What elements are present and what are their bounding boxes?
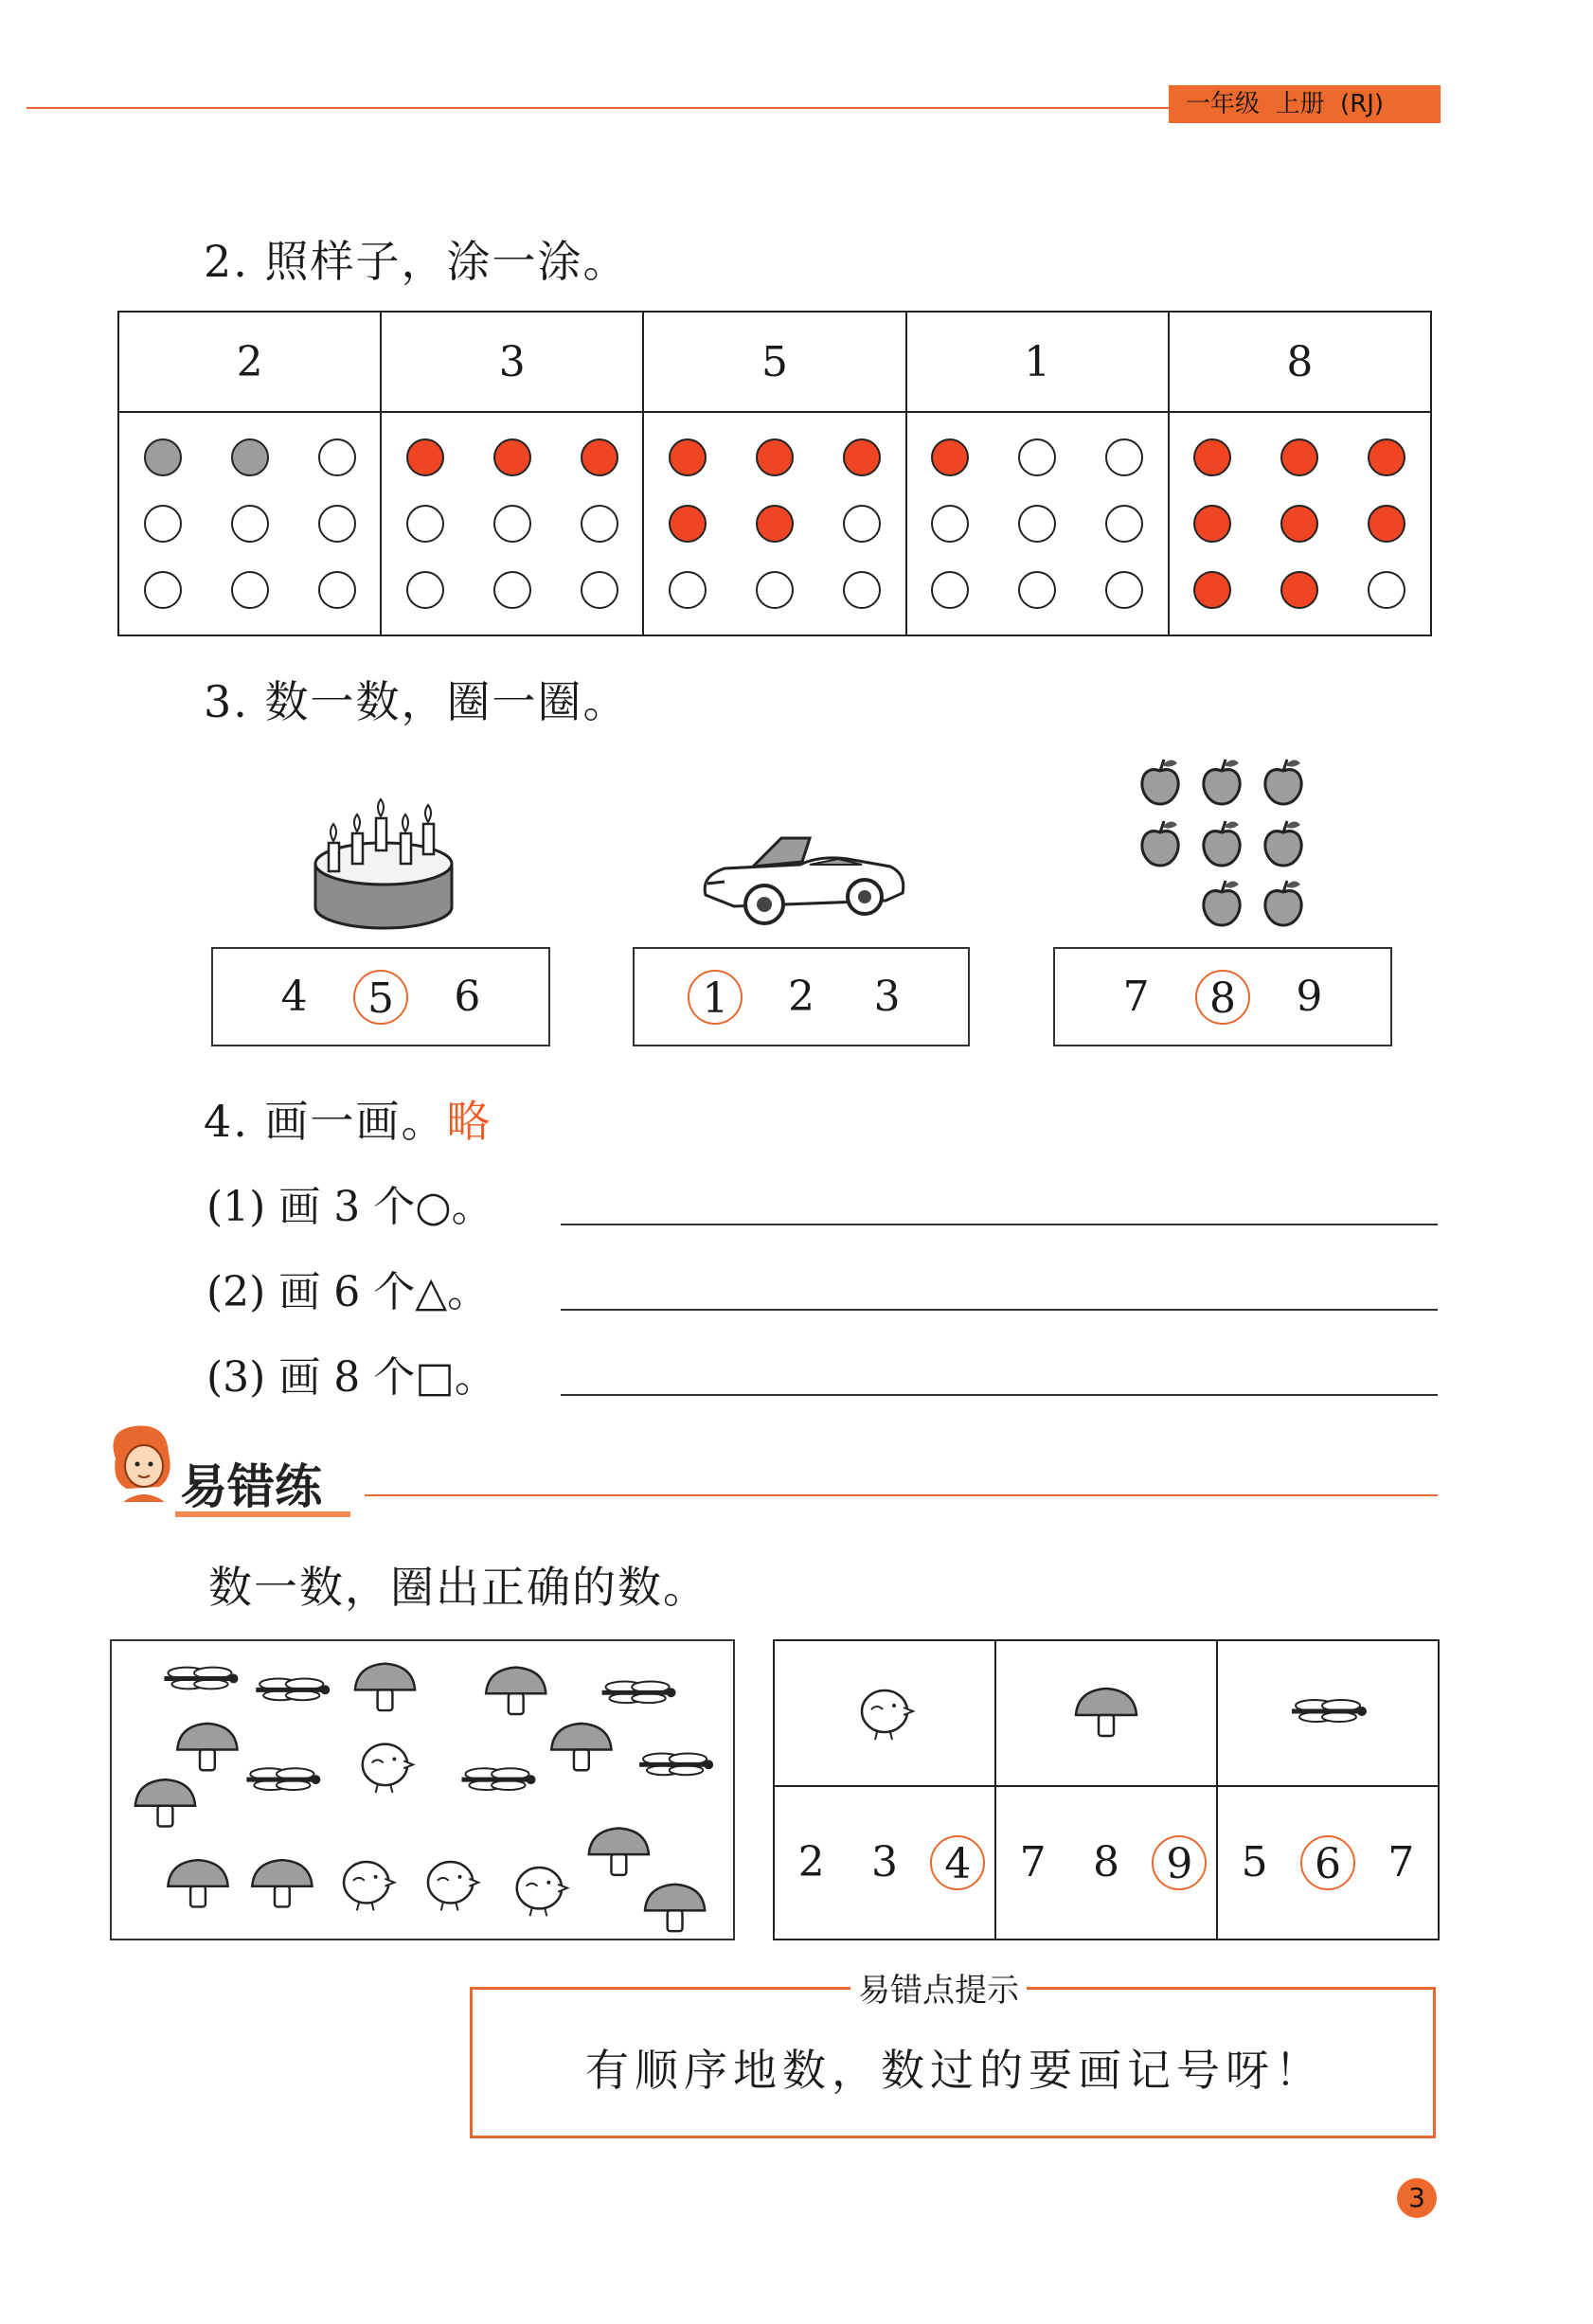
empty-circle[interactable] — [1105, 571, 1143, 609]
answer-line[interactable] — [561, 1394, 1438, 1396]
dot-grid — [382, 413, 642, 635]
option-number[interactable]: 7 — [1019, 1838, 1047, 1886]
empty-circle[interactable] — [406, 571, 444, 609]
option-number-circled[interactable]: 5 — [353, 970, 408, 1025]
q2-number: 2 — [236, 337, 263, 386]
empty-circle[interactable] — [231, 571, 269, 609]
empty-circle[interactable] — [581, 505, 618, 543]
dot-grid — [644, 413, 904, 635]
empty-circle[interactable] — [931, 571, 969, 609]
option-number[interactable]: 5 — [1241, 1838, 1268, 1886]
empty-circle[interactable] — [843, 505, 881, 543]
empty-circle[interactable] — [1105, 438, 1143, 476]
filled-circle[interactable] — [581, 438, 618, 476]
empty-circle[interactable] — [1018, 571, 1056, 609]
filled-circle[interactable] — [1193, 571, 1231, 609]
filled-circle[interactable] — [493, 438, 531, 476]
empty-circle[interactable] — [318, 438, 356, 476]
empty-circle[interactable] — [669, 571, 707, 609]
empty-circle[interactable] — [1018, 438, 1056, 476]
answer-box-apples — [1053, 947, 1392, 1046]
empty-circle[interactable] — [581, 571, 618, 609]
q2-number: 3 — [498, 337, 526, 386]
filled-circle[interactable] — [1193, 438, 1231, 476]
header-rule — [27, 107, 1172, 109]
tip-label: 易错点提示 — [850, 1964, 1027, 2011]
answer-box-car — [633, 947, 970, 1046]
q2-number: 5 — [761, 337, 788, 386]
tip-text: 有顺序地数，数过的要画记号呀！ — [585, 2045, 1324, 2096]
q2-number: 8 — [1286, 337, 1314, 386]
empty-circle[interactable] — [1105, 505, 1143, 543]
empty-circle[interactable] — [756, 571, 794, 609]
filled-circle[interactable] — [1280, 571, 1318, 609]
cake-picture — [308, 796, 459, 933]
filled-circle[interactable] — [931, 438, 969, 476]
filled-circle[interactable] — [843, 438, 881, 476]
empty-circle[interactable] — [1368, 571, 1405, 609]
apples-picture — [1132, 756, 1321, 936]
empty-circle[interactable] — [318, 505, 356, 543]
q4-item-1: (1) 画 3 个○。 — [206, 1183, 493, 1231]
empty-circle[interactable] — [318, 571, 356, 609]
q4-item-2: (2) 画 6 个△。 — [206, 1268, 490, 1316]
answer-line[interactable] — [561, 1309, 1438, 1311]
q4-answer: 略 — [446, 1096, 492, 1147]
counting-picture — [110, 1639, 735, 1940]
q2-title: 2. 照样子，涂一涂。 — [204, 236, 629, 287]
filled-circle[interactable] — [756, 505, 794, 543]
option-number-circled[interactable]: 8 — [1195, 970, 1250, 1025]
chick-icon — [847, 1678, 922, 1744]
dragonfly-icon — [1280, 1683, 1375, 1740]
filled-circle[interactable] — [669, 438, 707, 476]
section-rule — [365, 1494, 1438, 1496]
q2-number: 1 — [1024, 337, 1051, 386]
empty-circle[interactable] — [1018, 505, 1056, 543]
page-number: 3 — [1397, 2178, 1437, 2218]
option-number[interactable]: 3 — [870, 1838, 898, 1886]
option-number-circled[interactable]: 6 — [1300, 1835, 1355, 1890]
option-number[interactable]: 6 — [454, 972, 481, 1021]
dot-grid — [907, 413, 1168, 635]
option-number[interactable]: 3 — [873, 972, 901, 1021]
answer-box-cake — [211, 947, 550, 1046]
empty-circle[interactable] — [493, 571, 531, 609]
girl-mascot-icon — [106, 1421, 180, 1508]
empty-circle[interactable] — [144, 505, 182, 543]
dot-grid — [119, 413, 380, 635]
heading-underline — [175, 1511, 350, 1517]
mushroom-icon — [1068, 1678, 1144, 1744]
filled-circle[interactable] — [669, 505, 707, 543]
empty-circle[interactable] — [931, 505, 969, 543]
filled-circle[interactable] — [406, 438, 444, 476]
option-number-circled[interactable]: 1 — [688, 970, 743, 1025]
empty-circle[interactable] — [843, 571, 881, 609]
instruction: 数一数，圈出正确的数。 — [208, 1562, 708, 1613]
filled-circle[interactable] — [1280, 438, 1318, 476]
filled-circle[interactable] — [1368, 505, 1405, 543]
option-number-circled[interactable]: 9 — [1152, 1835, 1207, 1890]
section-heading: 易错练 — [180, 1459, 322, 1514]
option-number[interactable]: 7 — [1387, 1838, 1415, 1886]
q4-item-3: (3) 画 8 个□。 — [206, 1353, 496, 1402]
empty-circle[interactable] — [406, 505, 444, 543]
option-number[interactable]: 9 — [1296, 972, 1323, 1021]
option-number[interactable]: 2 — [787, 972, 814, 1021]
option-number[interactable]: 2 — [797, 1838, 825, 1886]
q4-title — [204, 1087, 492, 1150]
q2-table — [117, 311, 1432, 636]
option-number[interactable]: 8 — [1092, 1838, 1119, 1886]
dot-grid — [1170, 413, 1430, 635]
filled-circle[interactable] — [756, 438, 794, 476]
option-number[interactable]: 7 — [1122, 972, 1150, 1021]
option-number-circled[interactable]: 4 — [930, 1835, 985, 1890]
option-number[interactable]: 4 — [280, 972, 308, 1021]
filled-circle[interactable] — [1368, 438, 1405, 476]
error-answer-table — [773, 1639, 1440, 1940]
filled-circle[interactable] — [1193, 505, 1231, 543]
filled-circle[interactable] — [144, 438, 182, 476]
car-picture — [696, 810, 909, 933]
answer-line[interactable] — [561, 1224, 1438, 1225]
q3-title: 3. 数一数，圈一圈。 — [204, 676, 629, 727]
empty-circle[interactable] — [231, 505, 269, 543]
empty-circle[interactable] — [144, 571, 182, 609]
empty-circle[interactable] — [493, 505, 531, 543]
filled-circle[interactable] — [231, 438, 269, 476]
filled-circle[interactable] — [1280, 505, 1318, 543]
q4-title-text: 4. 画一画。 — [204, 1096, 447, 1147]
grade-tag: 一年级 上册 (RJ) — [1169, 85, 1441, 123]
